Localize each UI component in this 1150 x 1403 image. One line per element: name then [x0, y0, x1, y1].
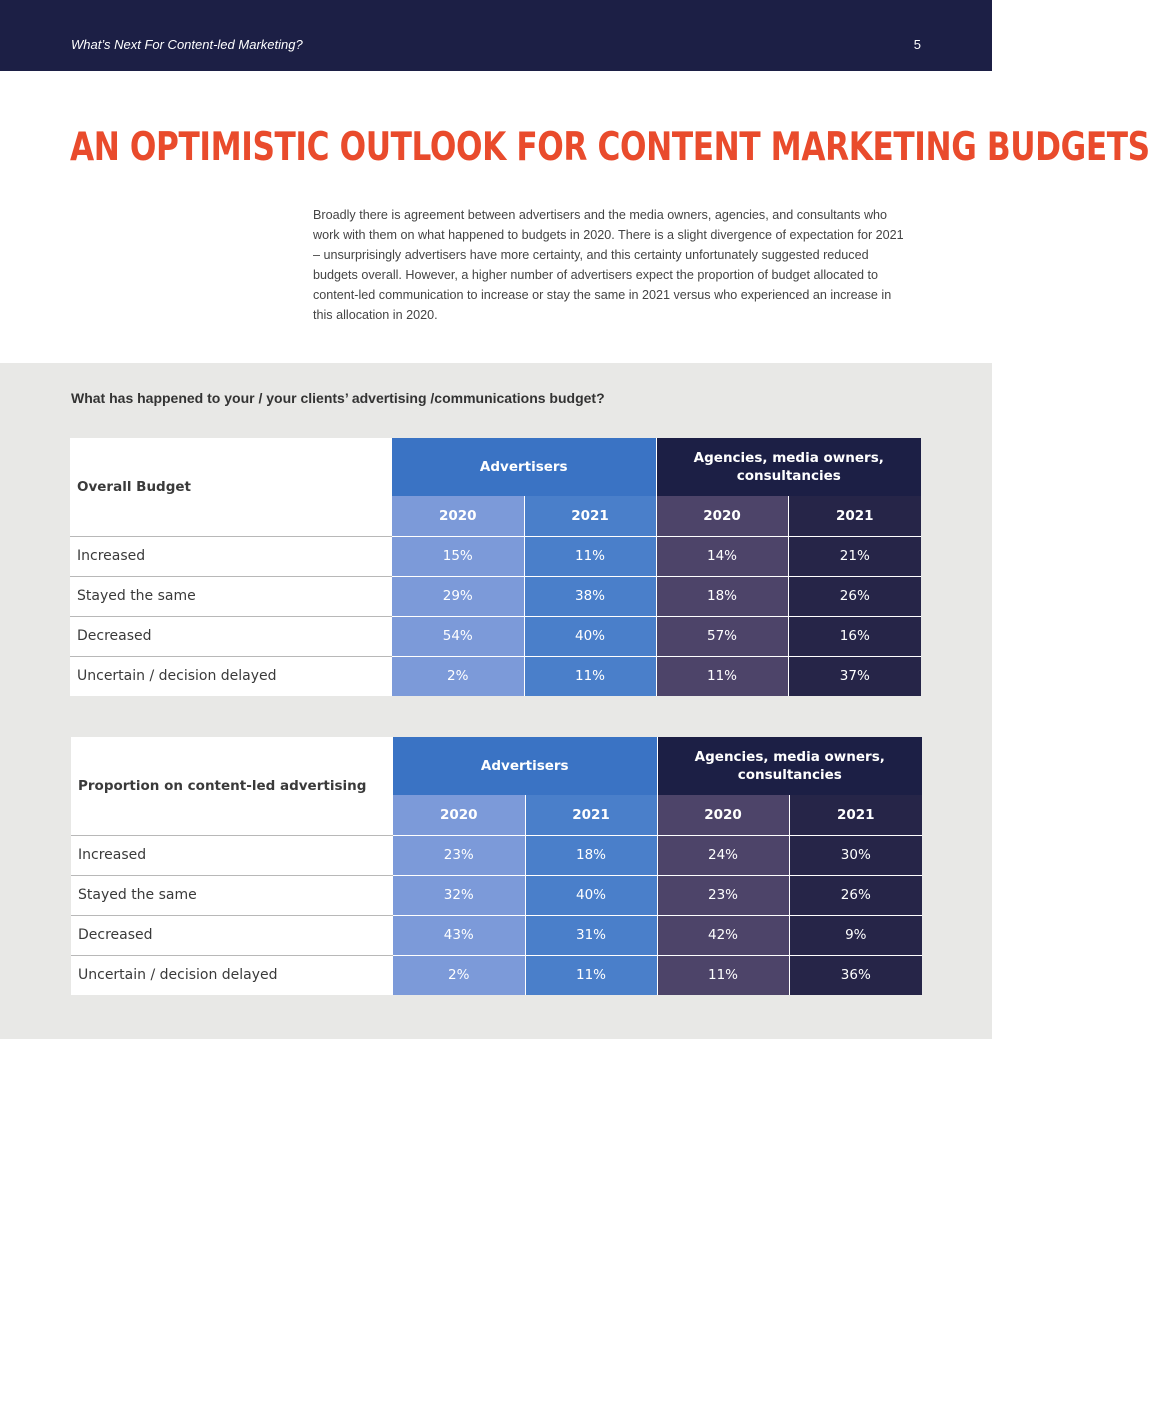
value-cell: 26%	[789, 875, 922, 915]
value-cell: 31%	[525, 915, 657, 955]
value-cell: 38%	[524, 576, 656, 616]
survey-question: What has happened to your / your clients’ advertising /communications budget?	[71, 390, 605, 406]
table-row	[70, 536, 921, 576]
page-headline: AN OPTIMISTIC OUTLOOK FOR CONTENT MARKETING BUDGETS	[70, 125, 1150, 170]
row-label: Increased	[71, 835, 393, 875]
row-label: Stayed the same	[71, 875, 393, 915]
value-cell: 15%	[392, 536, 524, 576]
group-header-advertisers: Advertisers	[393, 737, 657, 795]
table-row	[70, 576, 921, 616]
content-led-proportion-table	[71, 737, 922, 995]
value-cell: 14%	[656, 536, 788, 576]
table-title: Overall Budget	[70, 438, 392, 536]
value-cell: 9%	[789, 915, 922, 955]
value-cell: 26%	[788, 576, 921, 616]
row-label: Stayed the same	[70, 576, 392, 616]
value-cell: 40%	[525, 875, 657, 915]
page-header	[0, 0, 992, 71]
overall-budget-table	[70, 438, 921, 696]
value-cell: 42%	[657, 915, 789, 955]
year-header: 2020	[656, 496, 788, 536]
table-row	[70, 616, 921, 656]
row-label: Decreased	[70, 616, 392, 656]
table-row	[71, 875, 922, 915]
value-cell: 11%	[524, 536, 656, 576]
value-cell: 54%	[392, 616, 524, 656]
value-cell: 11%	[656, 656, 788, 696]
year-header: 2021	[789, 795, 922, 835]
year-header: 2020	[392, 496, 524, 536]
value-cell: 23%	[393, 835, 525, 875]
value-cell: 23%	[657, 875, 789, 915]
value-cell: 40%	[524, 616, 656, 656]
row-label: Decreased	[71, 915, 393, 955]
table-row	[71, 915, 922, 955]
year-header: 2021	[788, 496, 921, 536]
group-header-agencies: Agencies, media owners, consultancies	[657, 737, 922, 795]
value-cell: 11%	[657, 955, 789, 995]
year-header: 2021	[525, 795, 657, 835]
value-cell: 18%	[656, 576, 788, 616]
year-header: 2020	[393, 795, 525, 835]
document-title: What’s Next For Content-led Marketing?	[71, 37, 303, 52]
value-cell: 21%	[788, 536, 921, 576]
page-number: 5	[913, 37, 921, 52]
intro-paragraph: Broadly there is agreement between advertisers and the media owners, agencies, and consultants who work with them on what happened to budgets in 2020. There is a slight divergence of expectation for 2021 – unsurprisingly advertisers have more certainty, and this certainty unfortunately suggested reduced budgets overall. However, a higher number of advertisers expect the proportion of budget allocated to content-led communication to increase or stay the same in 2021 versus who experienced an increase in this allocation in 2020.	[313, 208, 904, 322]
table-row	[71, 955, 922, 995]
group-header-advertisers: Advertisers	[392, 438, 656, 496]
value-cell: 36%	[789, 955, 922, 995]
value-cell: 11%	[524, 656, 656, 696]
value-cell: 18%	[525, 835, 657, 875]
value-cell: 2%	[392, 656, 524, 696]
group-header-agencies: Agencies, media owners, consultancies	[656, 438, 921, 496]
row-label: Uncertain / decision delayed	[71, 955, 393, 995]
value-cell: 29%	[392, 576, 524, 616]
value-cell: 11%	[525, 955, 657, 995]
value-cell: 16%	[788, 616, 921, 656]
row-label: Uncertain / decision delayed	[70, 656, 392, 696]
table-row	[71, 835, 922, 875]
year-header: 2020	[657, 795, 789, 835]
row-label: Increased	[70, 536, 392, 576]
value-cell: 32%	[393, 875, 525, 915]
value-cell: 2%	[393, 955, 525, 995]
table-title: Proportion on content-led advertising	[71, 737, 393, 835]
table-row	[70, 656, 921, 696]
value-cell: 30%	[789, 835, 922, 875]
value-cell: 43%	[393, 915, 525, 955]
value-cell: 37%	[788, 656, 921, 696]
table-body	[71, 835, 922, 995]
table-body	[70, 536, 921, 696]
year-header: 2021	[524, 496, 656, 536]
value-cell: 24%	[657, 835, 789, 875]
value-cell: 57%	[656, 616, 788, 656]
